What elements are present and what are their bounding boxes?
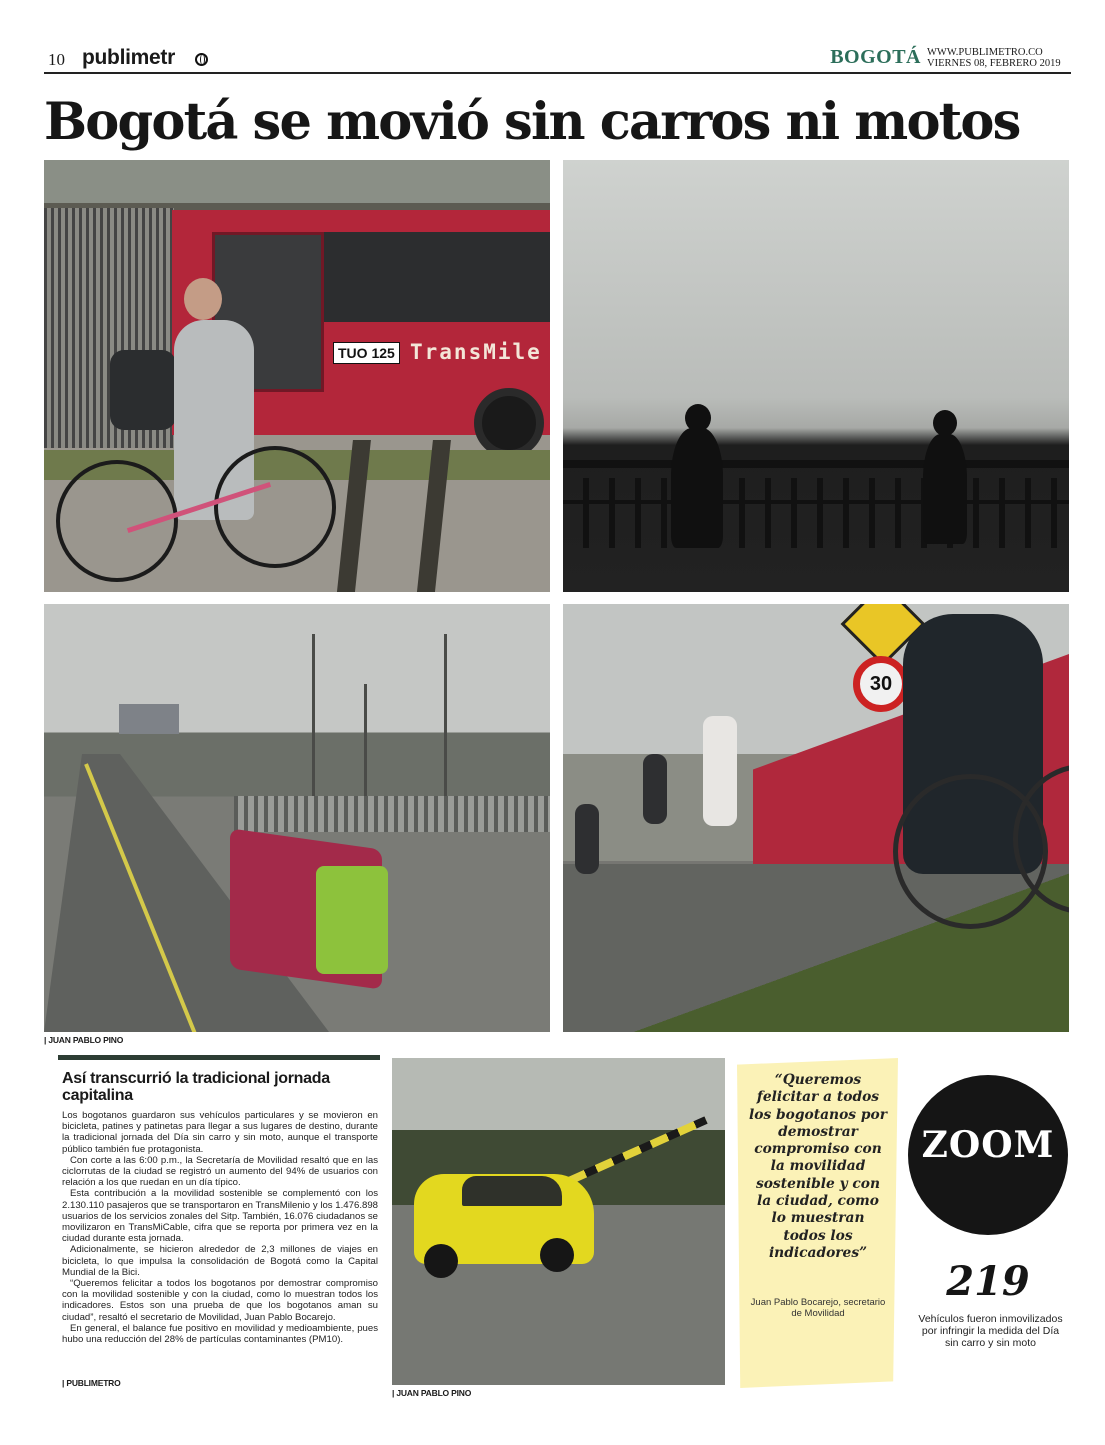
taxi-window <box>462 1176 562 1206</box>
bus-plate: TUO 125 <box>333 342 400 364</box>
brand-logo: publimetr <box>82 46 175 69</box>
bus-front <box>316 866 388 974</box>
bike-wheel <box>214 446 336 568</box>
issue-date: VIERNES 08, FEBRERO 2019 <box>927 58 1061 69</box>
article-body <box>62 1110 378 1345</box>
page-header <box>44 44 1071 74</box>
cyclist <box>643 754 667 824</box>
article-paragraph: “Queremos felicitar a todos los bogotanos por demostrar compromiso con la movilidad sostenible y con la ciudad, como lo muestran todos los indicadores. Estos son una prueba de que los bogotanos aman su ciudad”, resaltó el secretario de Movilidad, Juan Pablo Bocarejo. <box>62 1278 378 1323</box>
photo-credit: | JUAN PABLO PINO <box>392 1388 471 1398</box>
person-silhouette <box>671 428 723 548</box>
article-title: Así transcurrió la tradicional jornada capitalina <box>62 1070 330 1104</box>
photo-taxi <box>392 1058 725 1385</box>
article-paragraph: Esta contribución a la movilidad sostenible se complementó con los 2.130.110 pasajeros que se transportaron en TransMilenio y los 1.476.898 usuarios de los servicios zonales del Sitp. También, 16.076 ciudadanos se movilizaron en TransMiCable, cifra que se reporta por primera vez en la ciudad durante esta jornada. <box>62 1188 378 1245</box>
bridge-railing <box>563 460 1069 468</box>
article-rule <box>58 1055 380 1060</box>
website: WWW.PUBLIMETRO.CO <box>927 47 1043 58</box>
cyclist-head <box>184 278 222 320</box>
speed-limit-sign: 30 <box>853 656 909 712</box>
header-meta <box>927 47 1067 69</box>
street-light <box>444 634 447 814</box>
zoom-description: Vehículos fueron inmovilizados por infringir la medida del Día sin carro y sin moto <box>918 1313 1063 1349</box>
bridge-rail <box>563 500 1069 504</box>
bus-wheel <box>474 388 544 458</box>
taxi-wheel <box>424 1244 458 1278</box>
article-credit: | PUBLIMETRO <box>62 1378 121 1388</box>
page-number: 10 <box>48 50 65 69</box>
zoom-number: 219 <box>946 1258 1030 1305</box>
photo-bridge-silhouettes <box>563 160 1069 592</box>
section-name: BOGOTÁ <box>830 46 921 68</box>
bus-logo: TransMile <box>410 340 542 364</box>
globe-icon <box>195 53 208 66</box>
person-head <box>933 410 957 436</box>
pull-quote: “Queremos felicitar a todos los bogotanos por demostrar compromiso con la movilidad sostenible y con la ciudad, como lo muestran todos los indicadores” <box>749 1072 887 1261</box>
person-silhouette <box>923 434 967 544</box>
bridge-slats <box>563 478 1069 548</box>
city-buildings <box>119 704 179 734</box>
photo-avenue-bus <box>44 604 550 1032</box>
article-paragraph: Con corte a las 6:00 p.m., la Secretaría de Movilidad resaltó que en las ciclorrutas de la ciudad se registró un aumento del 94% de usuarios con relación a los que ruedan en un día típico. <box>62 1154 378 1189</box>
article-paragraph: Adicionalmente, se hicieron alrededor de 2,3 millones de viajes en bicicleta, lo que impulsa la consolidación de Bogotá como la Capital Mundial de la Bici. <box>62 1244 378 1278</box>
pedestrian-bridge <box>234 796 550 832</box>
photo-cyclist-bus <box>44 160 550 592</box>
backpack <box>110 350 176 430</box>
headline: Bogotá se movió sin carros ni motos <box>44 92 1020 152</box>
cyclist <box>575 804 599 874</box>
article-paragraph: En general, el balance fue positivo en movilidad y medioambiente, pues hubo una reducción del 28% de partículas contaminantes (PM10). <box>62 1322 378 1346</box>
quote-attribution: Juan Pablo Bocarejo, secretario de Movilidad <box>750 1297 886 1319</box>
zoom-label: ZOOM <box>921 1124 1055 1166</box>
taxi-wheel <box>540 1238 574 1272</box>
street-light <box>312 634 315 814</box>
photo-cyclists <box>563 604 1069 1032</box>
cyclist <box>703 716 737 826</box>
photo-credit: | JUAN PABLO PINO <box>44 1035 123 1045</box>
article-paragraph: Los bogotanos guardaron sus vehículos particulares y se movieron en bicicleta, patines y patinetas para llegar a sus lugares de destino, durante la tradicional jornada del Día sin carro y sin moto, aunque el transporte público también fue protagonista. <box>62 1110 378 1155</box>
